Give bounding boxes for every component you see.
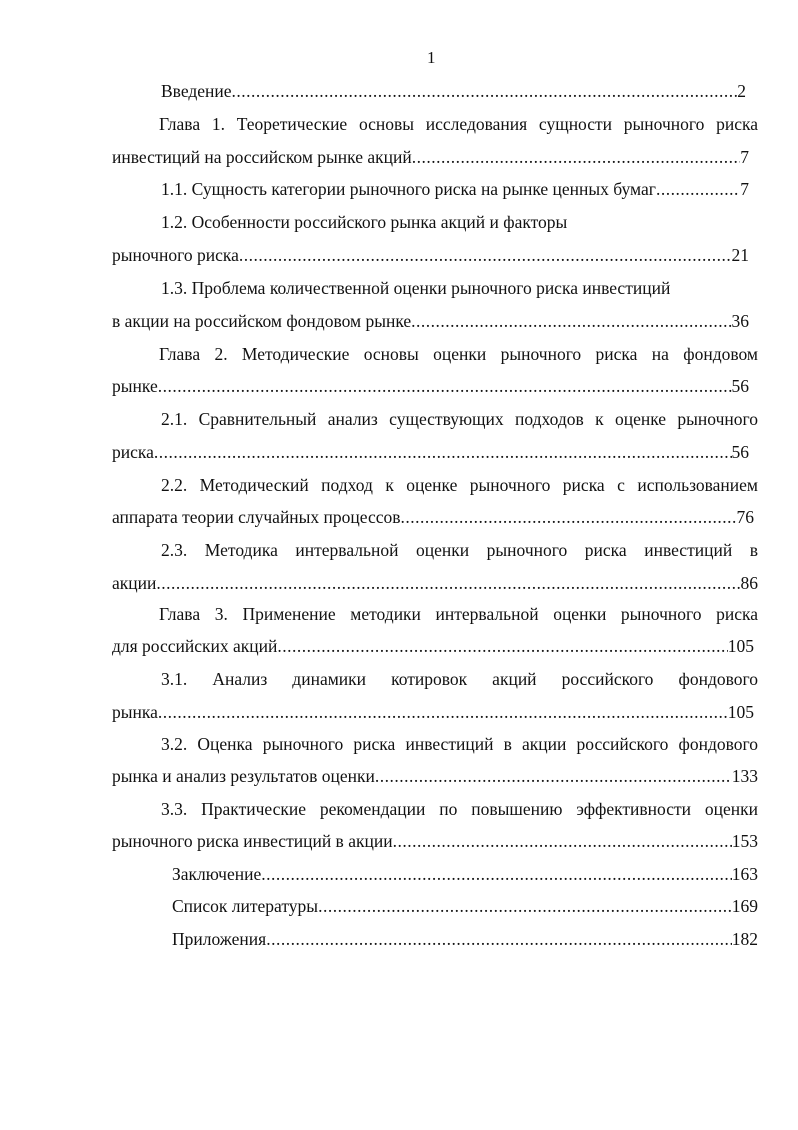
- toc-entry-page: 105: [727, 704, 754, 722]
- toc-leader-dots: [412, 149, 741, 167]
- page-number: 1: [427, 48, 436, 67]
- toc-entry-title-line1: 3.3. Практические рекомендации по повышению эффективности оценки: [161, 799, 758, 819]
- toc-leader-dots: [261, 866, 732, 884]
- toc-entry-section-2-1[interactable]: [112, 411, 758, 429]
- toc-entry-page: 105: [727, 638, 754, 656]
- toc-entry-section-2-3-continued[interactable]: [112, 575, 758, 593]
- toc-leader-dots: [277, 638, 727, 656]
- toc-entry-page: 56: [731, 444, 749, 462]
- toc-entry-page: 7: [740, 181, 749, 199]
- toc-entry-page: 86: [740, 575, 758, 593]
- toc-entry-section-1-2-continued[interactable]: [112, 247, 749, 265]
- toc-entry-page: 21: [731, 247, 749, 265]
- toc-entry-chapter-2-continued[interactable]: [112, 378, 749, 396]
- toc-entry-page: 182: [731, 931, 758, 949]
- toc-leader-dots: [158, 378, 732, 396]
- toc-entry-title-line2: инвестиций на российском рынке акций: [112, 149, 412, 167]
- toc-entry-section-2-3[interactable]: [112, 542, 758, 560]
- toc-entry-title-line1: 1.2. Особенности российского рынка акций и факторы: [161, 212, 568, 232]
- toc-entry-section-1-3[interactable]: [161, 280, 670, 298]
- toc-entry-title-line2: аппарата теории случайных процессов: [112, 509, 401, 527]
- toc-entry-title: Приложения: [172, 931, 267, 949]
- toc-entry-title-line1: 2.1. Сравнительный анализ существующих подходов к оценке рыночного: [161, 409, 758, 429]
- toc-entry-page: 36: [731, 313, 749, 331]
- toc-entry-appendices[interactable]: [172, 931, 758, 949]
- toc-entry-title-line2: рынка: [112, 704, 158, 722]
- toc-entry-title: Введение: [161, 83, 232, 101]
- toc-entry-page: 163: [731, 866, 758, 884]
- toc-entry-title-line1: Глава 3. Применение методики интервальной оценки рыночного риска: [159, 604, 758, 624]
- toc-leader-dots: [401, 509, 737, 527]
- toc-leader-dots: [232, 83, 738, 101]
- toc-entry-section-2-2[interactable]: [112, 477, 758, 495]
- toc-leader-dots: [154, 444, 732, 462]
- toc-entry-chapter-2[interactable]: [112, 346, 758, 364]
- toc-leader-dots: [158, 704, 728, 722]
- toc-entry-section-3-1[interactable]: [112, 671, 758, 689]
- toc-leader-dots: [411, 313, 731, 331]
- toc-leader-dots: [318, 898, 732, 916]
- toc-entry-conclusion[interactable]: [172, 866, 758, 884]
- toc-entry-page: 133: [731, 768, 758, 786]
- toc-entry-page: 56: [731, 378, 749, 396]
- toc-entry-title-line2: в акции на российском фондовом рынке: [112, 313, 412, 331]
- toc-entry-title-line2: рынка и анализ результатов оценки: [112, 768, 375, 786]
- toc-entry-chapter-1-continued[interactable]: [112, 149, 749, 167]
- toc-entry-page: 153: [731, 833, 758, 851]
- toc-entry-title-line2: рынке: [112, 378, 158, 396]
- toc-leader-dots: [393, 833, 732, 851]
- toc-entry-title-line2: для российских акций: [112, 638, 278, 656]
- toc-entry-introduction[interactable]: [161, 83, 746, 101]
- toc-entry-section-1-2[interactable]: [161, 214, 567, 232]
- toc-entry-chapter-3[interactable]: [112, 606, 758, 624]
- toc-entry-title: Список литературы: [172, 898, 319, 916]
- toc-leader-dots: [156, 575, 740, 593]
- toc-entry-title-line2: рыночного риска инвестиций в акции: [112, 833, 393, 851]
- toc-leader-dots: [375, 768, 732, 786]
- toc-entry-title-line1: 2.3. Методика интервальной оценки рыночного риска инвестиций в: [161, 540, 758, 560]
- toc-entry-title: 1.1. Сущность категории рыночного риска на рынке ценных бумаг: [161, 181, 656, 199]
- toc-entry-title-line1: 1.3. Проблема количественной оценки рыночного риска инвестиций: [161, 278, 671, 298]
- toc-entry-title: Заключение: [172, 866, 262, 884]
- toc-entry-section-2-1-continued[interactable]: [112, 444, 749, 462]
- toc-entry-page: 169: [731, 898, 758, 916]
- toc-entry-section-3-1-continued[interactable]: [112, 704, 754, 722]
- toc-leader-dots: [266, 931, 732, 949]
- toc-entry-section-3-3[interactable]: [112, 801, 758, 819]
- toc-entry-section-3-2[interactable]: [112, 736, 758, 754]
- toc-entry-title-line1: 3.1. Анализ динамики котировок акций российского фондового: [161, 669, 758, 689]
- toc-entry-title-line2: риска: [112, 444, 154, 462]
- toc-entry-title-line1: 3.2. Оценка рыночного риска инвестиций в акции российского фондового: [161, 734, 758, 754]
- toc-entry-title-line1: 2.2. Методический подход к оценке рыночного риска с использованием: [161, 475, 758, 495]
- toc-leader-dots: [239, 247, 732, 265]
- toc-entry-chapter-3-continued[interactable]: [112, 638, 754, 656]
- toc-entry-title-line2: рыночного риска: [112, 247, 239, 265]
- toc-entry-page: 7: [740, 149, 749, 167]
- toc-entry-section-1-3-continued[interactable]: [112, 313, 749, 331]
- toc-entry-title-line1: Глава 2. Методические основы оценки рыночного риска на фондовом: [159, 344, 758, 364]
- toc-entry-section-3-3-continued[interactable]: [112, 833, 758, 851]
- toc-leader-dots: [656, 181, 740, 199]
- toc-entry-page: 76: [736, 509, 754, 527]
- toc-entry-section-1-1[interactable]: [161, 181, 749, 199]
- toc-entry-section-2-2-continued[interactable]: [112, 509, 754, 527]
- toc-entry-references[interactable]: [172, 898, 758, 916]
- toc-entry-title-line1: Глава 1. Теоретические основы исследования сущности рыночного риска: [159, 114, 758, 134]
- toc-entry-chapter-1[interactable]: [112, 116, 758, 134]
- toc-entry-section-3-2-continued[interactable]: [112, 768, 758, 786]
- toc-entry-title-line2: акции: [112, 575, 157, 593]
- toc-entry-page: 2: [737, 83, 746, 101]
